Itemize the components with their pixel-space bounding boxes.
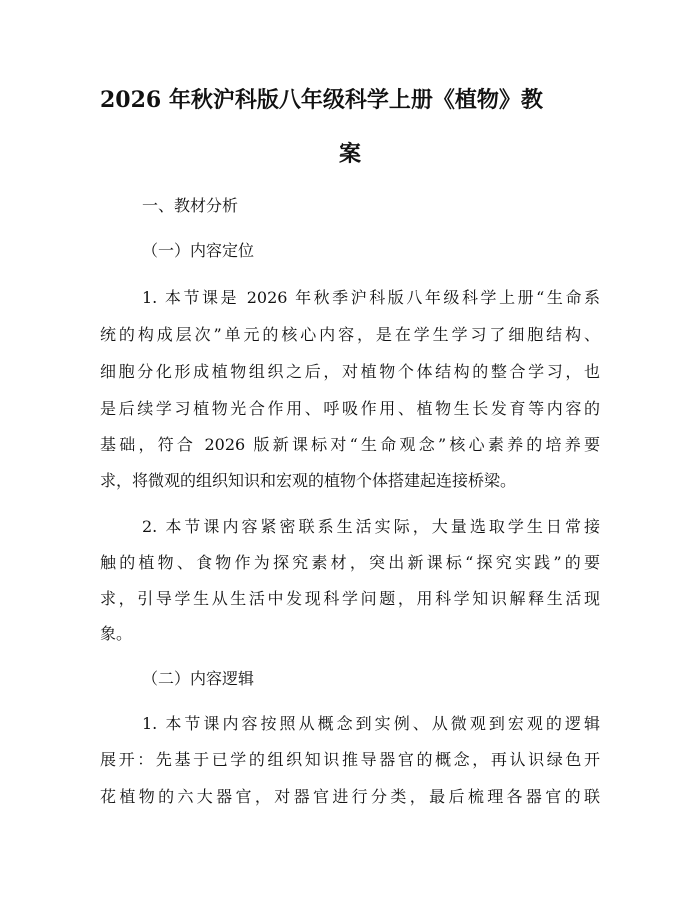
paragraph-line: 是后续学习植物光合作用、呼吸作用、植物生长发育等内容的 [100, 399, 600, 418]
paragraph-line: 求，将微观的组织知识和宏观的植物个体搭建起连接桥梁。 [100, 471, 517, 490]
paragraph-line: 展开：先基于已学的组织知识推导器官的概念，再认识绿色开 [100, 750, 600, 769]
paragraph-line: 统的构成层次”单元的核心内容，是在学生学习了细胞结构、 [100, 325, 600, 344]
paragraph-line: 花植物的六大器官，对器官进行分类，最后梳理各器官的联 [100, 787, 600, 806]
paragraph-line: 基础，符合 2026 版新课标对“生命观念”核心素养的培养要 [100, 435, 600, 454]
section-heading-teaching-material-analysis: 一、教材分析 [142, 196, 239, 215]
paragraph-line: 触的植物、食物作为探究素材，突出新课标“探究实践”的要 [100, 553, 600, 572]
paragraph-line: 2. 本节课内容紧密联系生活实际，大量选取学生日常接 [142, 517, 600, 536]
paragraph-line: 求，引导学生从生活中发现科学问题，用科学知识解释生活现 [100, 589, 600, 608]
subsection-heading-content-logic: （二）内容逻辑 [142, 669, 255, 688]
paragraph-line: 1. 本节课是 2026 年秋季沪科版八年级科学上册“生命系 [142, 288, 600, 307]
subsection-heading-content-positioning: （一）内容定位 [142, 241, 255, 260]
document-title-line-2: 案 [338, 141, 361, 167]
paragraph-line: 1. 本节课内容按照从概念到实例、从微观到宏观的逻辑 [142, 714, 600, 733]
document-title-line-1: 2026 年秋沪科版八年级科学上册《植物》教 [100, 87, 543, 113]
paragraph-line: 细胞分化形成植物组织之后，对植物个体结构的整合学习，也 [100, 362, 600, 381]
paragraph-line: 象。 [100, 624, 133, 643]
